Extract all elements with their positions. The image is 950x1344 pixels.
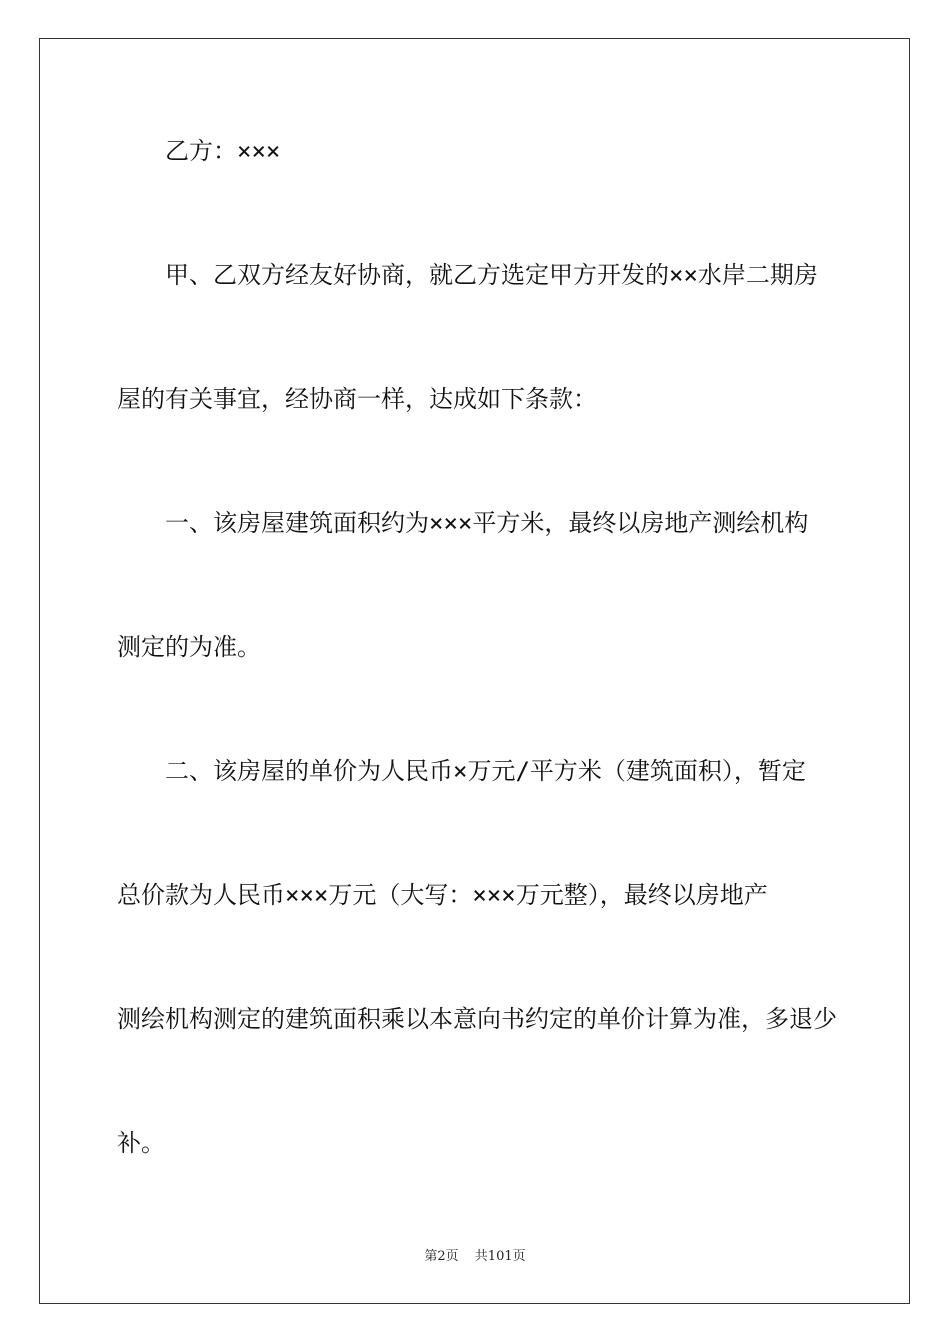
clause-2-line-3: 测绘机构测定的建筑面积乘以本意向书约定的单价计算为准，多退少 — [117, 1005, 837, 1033]
clause-1-line-2: 测定的为准。 — [117, 633, 261, 661]
paragraph-intro-line-2: 屋的有关事宜，经协商一样，达成如下条款： — [117, 385, 597, 413]
party-b-line: 乙方：××× — [165, 137, 281, 165]
clause-2-line-4: 补。 — [117, 1129, 165, 1157]
clause-2-line-2: 总价款为人民币×××万元（大写：×××万元整），最终以房地产 — [117, 881, 768, 909]
clause-1-line-1: 一、该房屋建筑面积约为×××平方米，最终以房地产测绘机构 — [165, 509, 809, 537]
paragraph-intro-line-1: 甲、乙双方经友好协商，就乙方选定甲方开发的××水岸二期房 — [165, 261, 818, 289]
clause-2-line-1: 二、该房屋的单价为人民币×万元/平方米（建筑面积），暂定 — [165, 757, 806, 785]
page-number: 第2页 — [424, 1249, 459, 1264]
page-total: 共101页 — [474, 1249, 526, 1264]
page-border — [39, 38, 910, 1304]
page-footer — [0, 1249, 950, 1265]
